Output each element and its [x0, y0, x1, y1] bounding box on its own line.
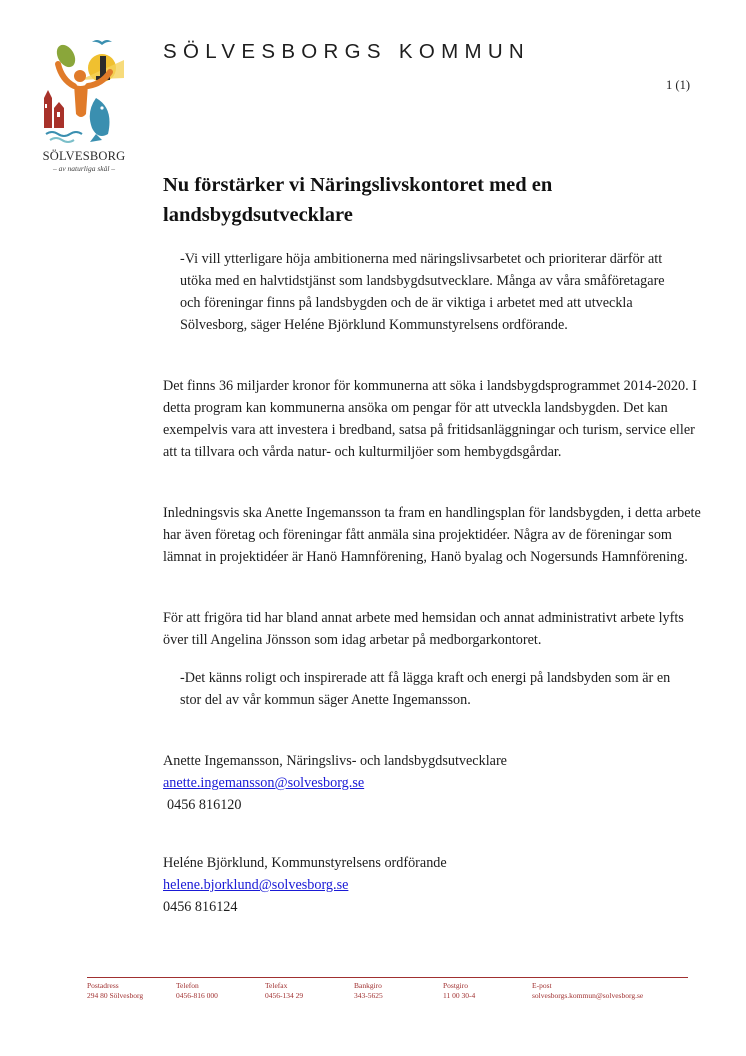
footer-label: Telefon — [176, 981, 199, 990]
footer-label: Postadress — [87, 981, 119, 990]
body-paragraph-admin-work: För att frigöra tid har bland annat arbete med hemsidan och annat administrativt arbete lyfts över till Angelina Jönsson som idag arbetar på medborgarkontoret. — [163, 610, 684, 648]
footer-value: 294 80 Sölvesborg — [87, 991, 144, 1000]
footer-postadress — [87, 981, 143, 1001]
footer-telefax — [265, 981, 303, 1001]
contact-phone: 0456 816120 — [167, 797, 242, 813]
contact-name-role: Anette Ingemansson, Näringslivs- och landsbygdsutvecklare — [163, 753, 507, 769]
document-title: Nu förstärker vi Näringslivskontoret med en landsbygdsutvecklare — [163, 174, 553, 226]
municipality-logo — [34, 38, 134, 176]
footer-label: Postgiro — [443, 981, 469, 990]
footer-label: Bankgiro — [354, 981, 382, 990]
footer-value: solvesborgs.kommun@solvesborg.se — [532, 991, 644, 1000]
contact-block — [163, 852, 447, 918]
footer-value: 11 00 30-4 — [443, 991, 476, 1000]
contact-name-role: Heléne Björklund, Kommunstyrelsens ordförande — [163, 855, 447, 871]
footer-value: 343-5625 — [354, 991, 383, 1000]
logo-tagline: – av naturliga skäl – — [52, 164, 116, 173]
quote-paragraph-chairperson: -Vi vill ytterligare höja ambitionerna med näringslivsarbetet och prioriterar därför att utöka med en halvtidstjänst som landsbygdsutvecklare. Många av våra småföretagare och föreningar finns på landsbygden och de är viktiga i arbetet med att utveckla Sölvesborg, säger Heléne Björklund Kommunstyrelsens ordförande. — [180, 251, 665, 333]
contact-phone: 0456 816124 — [163, 899, 238, 915]
footer-divider — [87, 977, 688, 978]
footer-value: 0456-134 29 — [265, 991, 304, 1000]
footer-epost — [532, 981, 643, 1001]
footer-telefon — [176, 981, 218, 1001]
contact-email-link[interactable]: helene.bjorklund@solvesborg.se — [163, 877, 349, 893]
solvesborg-emblem-icon — [40, 38, 128, 146]
footer-postgiro — [443, 981, 475, 1001]
body-paragraph-action-plan: Inledningsvis ska Anette Ingemansson ta fram en handlingsplan för landsbygden, i detta arbete har även företag och föreningar fått anmäla sina projektidéer. Några av de föreningar som lämnat in projektidéer är Hanö Hamnförening, Hanö byalag och Nogersunds Hamnförening. — [163, 505, 701, 565]
logo-wordmark: SÖLVESBORG — [42, 149, 126, 163]
footer-value: 0456-816 000 — [176, 991, 218, 1000]
footer-bankgiro — [354, 981, 383, 1001]
footer-label: E-post — [532, 981, 552, 990]
organization-name: SÖLVESBORGS KOMMUN — [163, 40, 531, 63]
contact-email-link[interactable]: anette.ingemansson@solvesborg.se — [163, 775, 365, 791]
quote-paragraph-developer: -Det känns roligt och inspirerade att få lägga kraft och energi på landsbyden som är en stor del av vår kommun säger Anette Ingemansson. — [180, 670, 671, 708]
contact-block — [163, 750, 507, 816]
footer-label: Telefax — [265, 981, 288, 990]
body-paragraph-rural-programme: Det finns 36 miljarder kronor för kommunerna att söka i landsbygdsprogrammet 2014-2020. I detta program kan kommunerna ansöka om pengar för att utveckla landsbygden. Det kan exempelvis vara att investera i bredband, satsa på fritidsanläggningar och turism, service eller att ta tillvara och vårda natur- och kulturmiljöer som hembygdsgårdar. — [163, 378, 697, 460]
page-number: 1 (1) — [666, 78, 690, 92]
